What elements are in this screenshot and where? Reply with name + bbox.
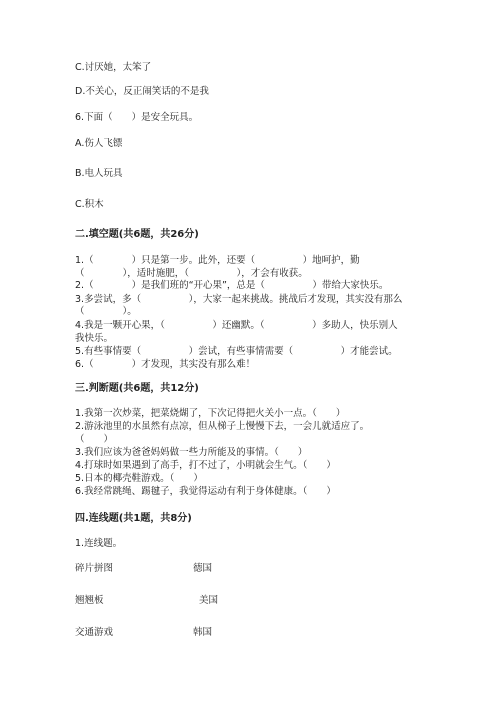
option-d: D.不关心，反正闹笑话的不是我 — [75, 86, 209, 97]
judge-line: 6.我经常跳绳、踢毽子，我觉得运动有利于身体健康。（ ） — [75, 486, 336, 497]
judge-line: 1.我第一次炒菜，把菜烧煳了，下次记得把火关小一点。（ ） — [75, 408, 346, 419]
fill-line: （ ）。 — [75, 306, 137, 317]
fill-line: 2.（ ）是我们班的“开心果”，总是（ ）带给大家快乐。 — [75, 280, 389, 291]
judge-line: 3.我们应该为爸爸妈妈做一些力所能及的事情。（ ） — [75, 447, 308, 458]
fill-line: 6.（ ）才发现，其实没有那么难！ — [75, 359, 256, 370]
matching-question: 1.连线题。 — [75, 538, 123, 549]
section-4-heading: 四.连线题(共1题，共8分) — [75, 513, 192, 524]
fill-line: 3.多尝试，多（ ），大家一起来挑战。挑战后才发现，其实没有那么 — [75, 294, 403, 305]
question-6-option-b: B.电人玩具 — [75, 168, 123, 179]
section-2-heading: 二.填空题(共6题，共26分) — [75, 229, 199, 240]
section-3-heading: 三.判断题(共6题，共12分) — [75, 383, 199, 394]
fill-line: 1.（ ）只是第一步。此外，还要（ ）地呵护，勤 — [75, 255, 360, 266]
question-6-option-a: A.伤人飞镖 — [75, 138, 123, 149]
question-6-option-c: C.积木 — [75, 199, 104, 210]
match-right-item: 美国 — [199, 595, 219, 606]
judge-line: 4.打球时如果遇到了高手，打不过了，小明就会生气。（ ） — [75, 460, 336, 471]
fill-line: 4.我是一颗开心果，（ ）还幽默。（ ）多助人，快乐别人 — [75, 320, 398, 331]
match-left-item: 交通游戏 — [75, 627, 114, 638]
question-6-stem: 6.下面（ ）是安全玩具。 — [75, 112, 199, 123]
judge-line: 2.游泳池里的水虽然有点凉，但从梯子上慢慢下去，一会儿就适应了。 — [75, 421, 370, 432]
judge-line: 5.日本的椰壳鞋游戏。（ ） — [75, 473, 203, 484]
judge-line: （ ） — [75, 434, 114, 445]
fill-line: 我快乐。 — [75, 333, 114, 344]
fill-line: （ ），适时施肥，（ ），才会有收获。 — [75, 268, 308, 279]
option-c: C.讨厌她，太笨了 — [75, 62, 152, 73]
match-right-item: 德国 — [193, 563, 213, 574]
match-right-item: 韩国 — [193, 627, 213, 638]
match-left-item: 碎片拼图 — [75, 563, 114, 574]
fill-line: 5.有些事情要（ ）尝试，有些事情需要（ ）才能尝试。 — [75, 346, 398, 357]
match-left-item: 翘翘板 — [75, 595, 104, 606]
